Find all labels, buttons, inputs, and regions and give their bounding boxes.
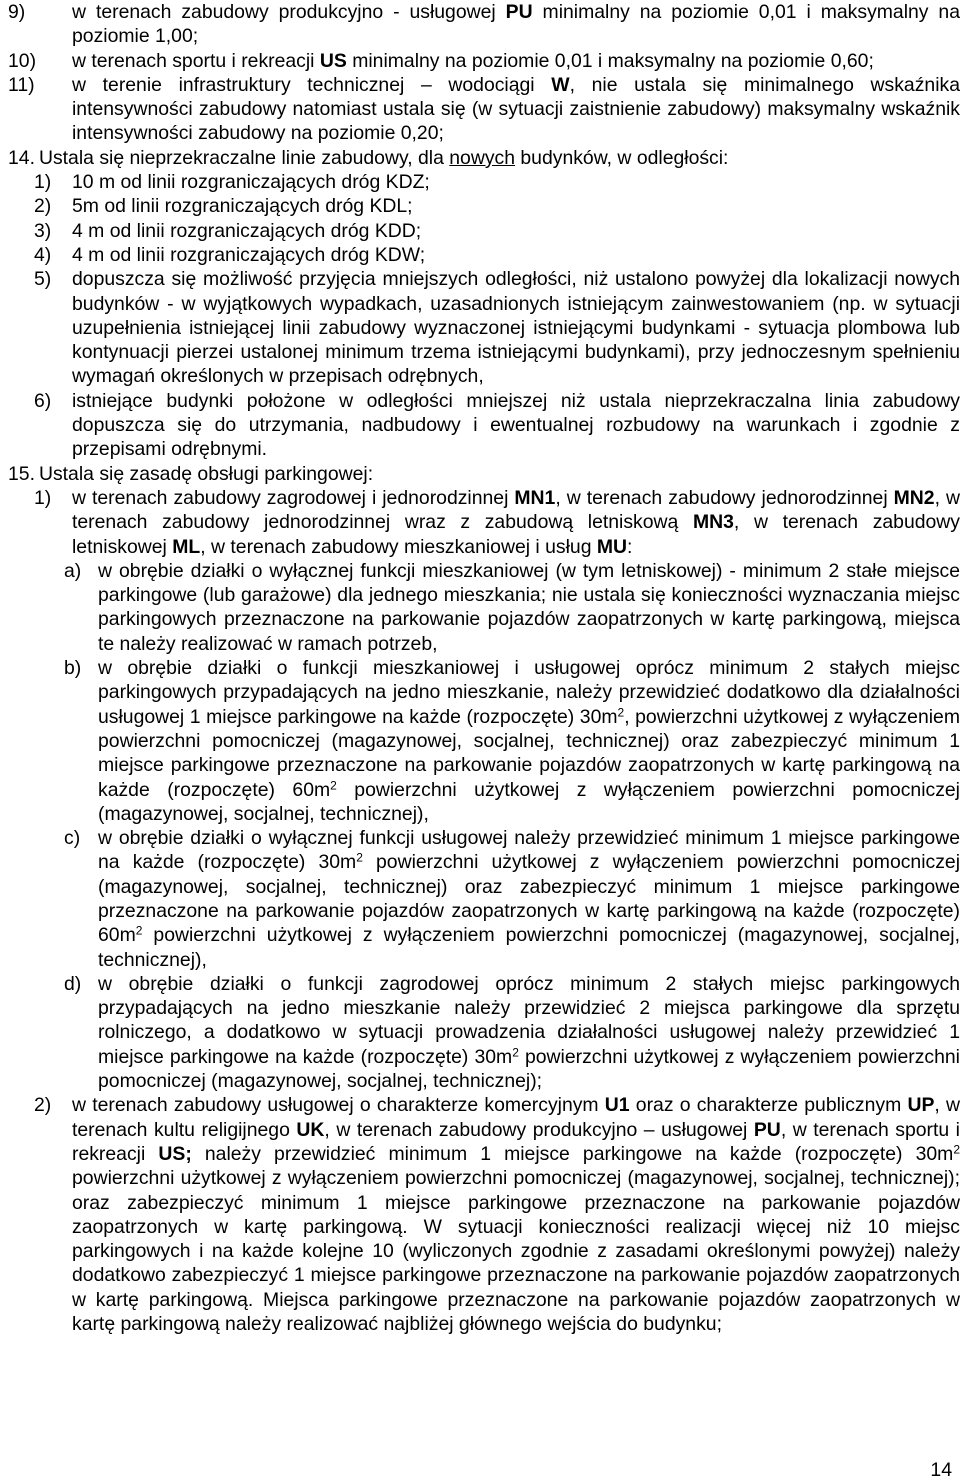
item-text: w terenach sportu i rekreacji xyxy=(72,49,320,72)
item-text: , w terenach zabudowy jednorodzinnej xyxy=(555,486,894,509)
list-label: 9) xyxy=(8,1,26,23)
list-item-11 xyxy=(8,73,960,146)
list-label: 2) xyxy=(34,1094,52,1117)
section-15-subitem-d xyxy=(8,972,960,1093)
list-item-9 xyxy=(8,0,960,49)
section-14-item-6 xyxy=(8,389,960,462)
superscript: 2 xyxy=(330,777,337,792)
section-number: 15. xyxy=(8,462,35,485)
item-text: 4 m od linii rozgraniczających dróg KDD; xyxy=(72,219,422,242)
item-text: 5m od linii rozgraniczających dróg KDL; xyxy=(72,195,413,218)
item-text: , w terenach zabudowy mieszkaniowej i usług xyxy=(200,535,597,558)
section-intro: budynków, w odległości: xyxy=(515,146,729,169)
item-text: dopuszcza się możliwość przyjęcia mniejszych odległości, niż ustalono powyżej dla lokalizacji nowych budynków - w wyjątkowych wypadkach, uzasadnionych istniejącym zainwestowaniem (np. w sytuacji uzupełnienia istniejącej linii zabudowy wyznaczonej istniejącymi budynkami - sytuacja plombowa lub kontynuacji pierzei ustalonej minimum trzema istniejącymi budynkami), przy jednoczesnym spełnieniu wymagań określonych w przepisach odrębnych, xyxy=(72,268,960,388)
superscript: 2 xyxy=(512,1045,519,1060)
section-14-item-3 xyxy=(8,219,960,243)
section-14-item-4 xyxy=(8,243,960,267)
zone-code: MN1 xyxy=(514,486,556,509)
list-label: 4) xyxy=(34,243,52,266)
list-label: b) xyxy=(64,657,82,680)
zone-code: UK xyxy=(296,1118,325,1141)
list-label: 11) xyxy=(8,73,35,96)
zone-code: U1 xyxy=(604,1094,630,1117)
zone-code: UP xyxy=(907,1094,935,1117)
item-text: powierzchni użytkowej z wyłączeniem powierzchni pomocniczej (magazynowej, socjalnej, technicznej), xyxy=(98,778,960,825)
list-label: 5) xyxy=(34,268,52,291)
list-label: 3) xyxy=(34,219,52,242)
zone-code: MN2 xyxy=(893,486,935,509)
item-text: w obrębie działki o funkcji zagrodowej oprócz minimum 2 stałych miejsc parkingowych przypadających na jedno mieszkanie należy przewidzieć 2 miejsca parkingowe dla sprzętu rolniczego, a dodatkowo w sytuacji prowadzenia działalności usługowej należy przewidzieć 1 miejsce parkingowe na każde (rozpoczęte) 30m xyxy=(98,972,960,1068)
section-15-item-2 xyxy=(8,1093,960,1336)
section-14-item-2 xyxy=(8,194,960,218)
item-text: 4 m od linii rozgraniczających dróg KDW; xyxy=(72,243,426,266)
page-number: 14 xyxy=(930,1459,952,1481)
item-text: w obrębie działki o funkcji mieszkaniowej i usługowej oprócz minimum 2 stałych miejsc parkingowych przypadających na jedno mieszkanie, należy przewidzieć dodatkowo dla działalności usługowej 1 miejsce parkingowe na każde (rozpoczęte) 30m xyxy=(98,657,960,728)
item-text: w terenach zabudowy produkcyjno - usługowej xyxy=(72,1,506,23)
item-text: minimalny na poziomie 0,01 i maksymalny na poziomie 1,00; xyxy=(72,1,960,48)
item-text: 10 m od linii rozgraniczających dróg KDZ; xyxy=(72,171,430,194)
section-14-heading xyxy=(8,146,960,170)
superscript: 2 xyxy=(356,850,363,865)
zone-code: PU xyxy=(505,1,533,23)
section-15-subitem-c xyxy=(8,826,960,972)
list-label: 1) xyxy=(34,171,52,194)
list-label: d) xyxy=(64,972,82,995)
section-15-subitem-b xyxy=(8,656,960,826)
zone-code: PU xyxy=(753,1118,781,1141)
item-text: minimalny na poziomie 0,01 i maksymalny na poziomie 0,60; xyxy=(346,49,874,72)
item-text: powierzchni użytkowej z wyłączeniem powierzchni pomocniczej (magazynowej, socjalnej, technicznej) oraz zabezpieczyć minimum 1 miejsce parkingowe przeznaczone na parkowanie pojazdów zaopatrzonych w kartę parkingową na każde (rozpoczęte) 60m xyxy=(98,851,960,947)
item-text: istniejące budynki położone w odległości mniejszej niż ustala nieprzekraczalna linia zabudowy dopuszcza się do utrzymania, nadbudowy i ewentualnej rozbudowy na warunkach i zgodnie z przepisami odrębnymi. xyxy=(72,389,960,461)
item-text: w obrębie działki o wyłącznej funkcji mieszkaniowej (w tym letniskowej) - minimum 2 stałe miejsce parkingowe (lub garażowe) dla jednego mieszkania; nie ustala się konieczności wyznaczania miejsc parkingowych przeznaczone na parkowanie pojazdów zaopatrzonych w kartę parkingową, miejsca te należy realizować w ramach potrzeb, xyxy=(98,559,960,655)
list-label: 2) xyxy=(34,195,52,218)
underlined-word: nowych xyxy=(449,146,516,169)
item-text: w terenach zabudowy usługowej o charakterze komercyjnym xyxy=(72,1094,605,1117)
item-text: powierzchni użytkowej z wyłączeniem powierzchni pomocniczej (magazynowej, socjalnej, technicznej), xyxy=(98,924,960,971)
item-text: , w terenach zabudowy letniskowej xyxy=(72,511,960,558)
list-label: 6) xyxy=(34,389,52,412)
zone-code: US; xyxy=(158,1142,192,1165)
item-text: , w terenach zabudowy produkcyjno – usługowej xyxy=(324,1118,754,1141)
list-label: a) xyxy=(64,559,82,582)
section-15-item-1 xyxy=(8,486,960,559)
list-item-10 xyxy=(8,49,960,73)
item-text: , w terenach sportu i rekreacji xyxy=(72,1118,960,1165)
item-text: , nie ustala się minimalnego wskaźnika intensywności zabudowy natomiast ustala się (w sytuacji zaistnienie zabudowy) maksymalny wskaźnik intensywności zabudowy na poziomie 0,20; xyxy=(72,73,960,145)
zone-code: MU xyxy=(596,535,628,558)
item-text: , powierzchni użytkowej z wyłączeniem powierzchni pomocniczej (magazynowej, socjalnej, technicznej) oraz zabezpieczyć minimum 1 miejsce parkingowe przeznaczone na parkowanie pojazdów zaopatrzonych w kartę parkingową na każde (rozpoczęte) 60m xyxy=(98,705,960,801)
item-text: , w terenach zabudowy jednorodzinnej wraz z zabudową letniskową xyxy=(72,486,960,534)
item-text: oraz o charakterze publicznym xyxy=(629,1094,908,1117)
section-14-item-1 xyxy=(8,170,960,194)
item-text: powierzchni użytkowej z wyłączeniem powierzchni pomocniczej (magazynowej, socjalnej, technicznej); oraz zabezpieczyć minimum 1 miejsce parkingowe przeznaczone na parkowanie pojazdów zaopatrzonych w kartę parkingową. W sytuacji konieczności realizacji więcej niż 10 miejsc parkingowych i na każde kolejne 10 (wyliczonych zgodnie z zasadami określonymi powyżej) należy dodatkowo zabezpieczyć 1 miejsce parkingowe przeznaczone na parkowanie pojazdów zaopatrzonych w kartę parkingową. Miejsca parkingowe przeznaczone na parkowanie pojazdów zaopatrzonych w kartę parkingową należy realizować najbliżej głównego wejścia do budynku; xyxy=(72,1167,960,1336)
item-text: : xyxy=(627,535,633,558)
item-text: w terenie infrastruktury technicznej – wodociągi xyxy=(72,73,552,96)
item-text: w terenach zabudowy zagrodowej i jednorodzinnej xyxy=(72,486,515,509)
section-intro: Ustala się nieprzekraczalne linie zabudowy, dla xyxy=(38,146,450,169)
list-label: 10) xyxy=(8,49,37,72)
section-intro: Ustala się zasadę obsługi parkingowej: xyxy=(38,462,374,485)
superscript: 2 xyxy=(953,1142,960,1157)
section-15-subitem-a xyxy=(8,559,960,656)
list-label: 1) xyxy=(34,486,52,509)
section-14-item-5 xyxy=(8,267,960,388)
zone-code: ML xyxy=(172,535,201,558)
section-15-heading xyxy=(8,462,960,486)
superscript: 2 xyxy=(135,923,143,938)
zone-code: W xyxy=(551,73,570,96)
item-text: powierzchni użytkowej z wyłączeniem powierzchni pomocniczej (magazynowej, socjalnej, technicznej); xyxy=(98,1045,960,1093)
zone-code: US xyxy=(319,49,347,72)
item-text: należy przewidzieć minimum 1 miejsce parkingowe na każde (rozpoczęte) 30m xyxy=(191,1142,954,1165)
item-text: , w terenach kultu religijnego xyxy=(72,1094,960,1141)
item-text: w obrębie działki o wyłącznej funkcji usługowej należy przewidzieć minimum 1 miejsce parkingowe na każde (rozpoczęte) 30m xyxy=(98,827,960,874)
section-number: 14. xyxy=(8,146,35,169)
zone-code: MN3 xyxy=(692,511,734,534)
list-label: c) xyxy=(64,827,81,850)
superscript: 2 xyxy=(617,705,625,720)
